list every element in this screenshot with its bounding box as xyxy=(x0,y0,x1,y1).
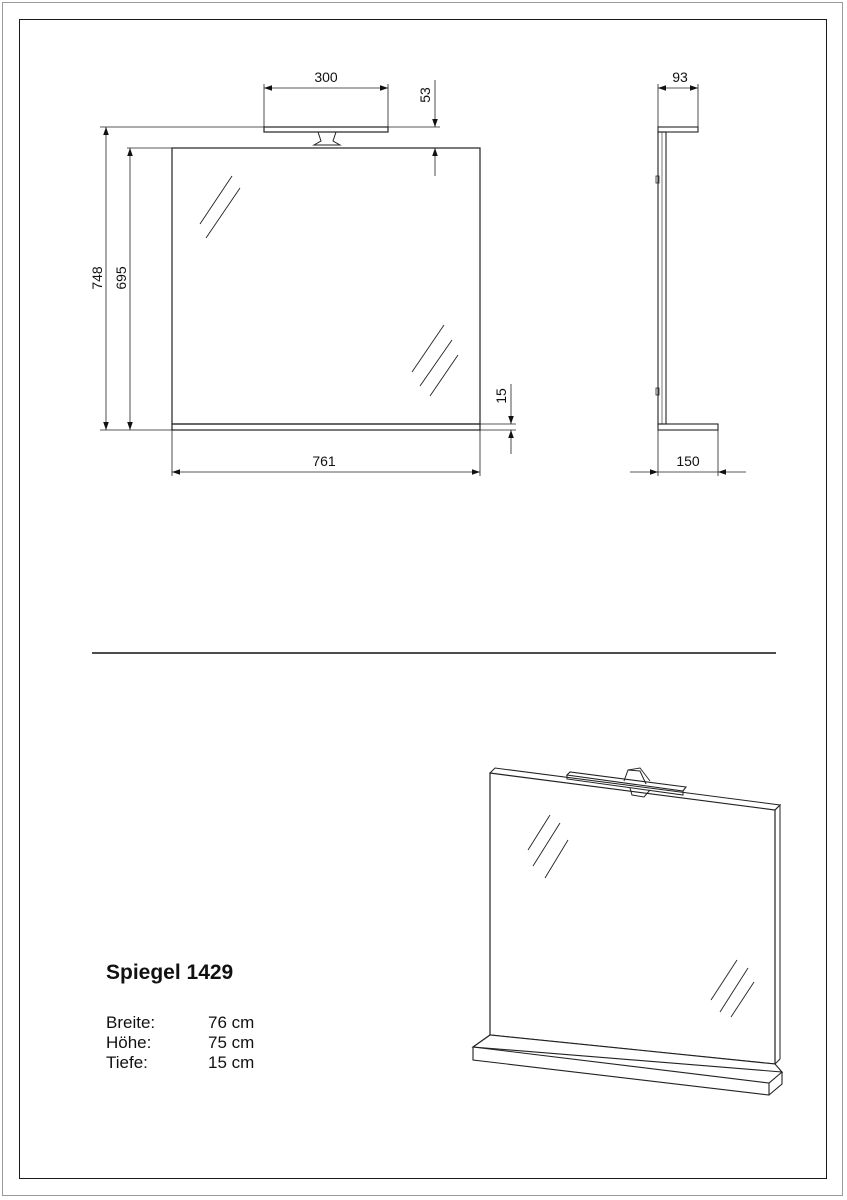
label-shelf-thickness: 15 xyxy=(493,388,509,404)
spec-row-height xyxy=(106,1033,254,1053)
shelf xyxy=(172,424,480,430)
perspective-view xyxy=(473,768,782,1095)
label-shelf-depth: 150 xyxy=(676,453,700,469)
reflection-lines xyxy=(200,176,458,396)
label-mirror-height: 695 xyxy=(113,266,129,290)
label-total-height: 748 xyxy=(89,266,105,290)
side-view xyxy=(630,84,746,476)
side-lamp-arm xyxy=(658,127,698,132)
spec-label: Tiefe: xyxy=(106,1053,148,1072)
lamp-stem xyxy=(314,132,340,145)
label-lamp-offset: 53 xyxy=(417,87,433,103)
lamp-bar xyxy=(264,127,388,132)
perspective-mirror-panel xyxy=(490,773,775,1064)
dim-lamp-offset xyxy=(388,80,480,176)
label-width: 761 xyxy=(312,453,336,469)
spec-value: 75 cm xyxy=(208,1033,255,1052)
dim-lamp-depth xyxy=(658,84,698,127)
spec-label: Breite: xyxy=(106,1013,156,1032)
side-shelf xyxy=(658,424,718,430)
spec-label: Höhe: xyxy=(106,1033,152,1052)
spec-row-width xyxy=(106,1013,254,1033)
product-title: Spiegel 1429 xyxy=(106,961,234,984)
spec-list xyxy=(106,1013,254,1073)
dim-mirror-height xyxy=(127,148,172,430)
spec-value: 15 cm xyxy=(208,1053,255,1072)
mirror-panel xyxy=(172,148,480,424)
label-lamp-depth: 93 xyxy=(672,69,688,85)
spec-row-depth xyxy=(106,1053,254,1073)
front-view xyxy=(100,80,516,476)
spec-value: 76 cm xyxy=(208,1013,255,1032)
label-lamp-width: 300 xyxy=(314,69,338,85)
dim-lamp-width xyxy=(264,84,388,127)
